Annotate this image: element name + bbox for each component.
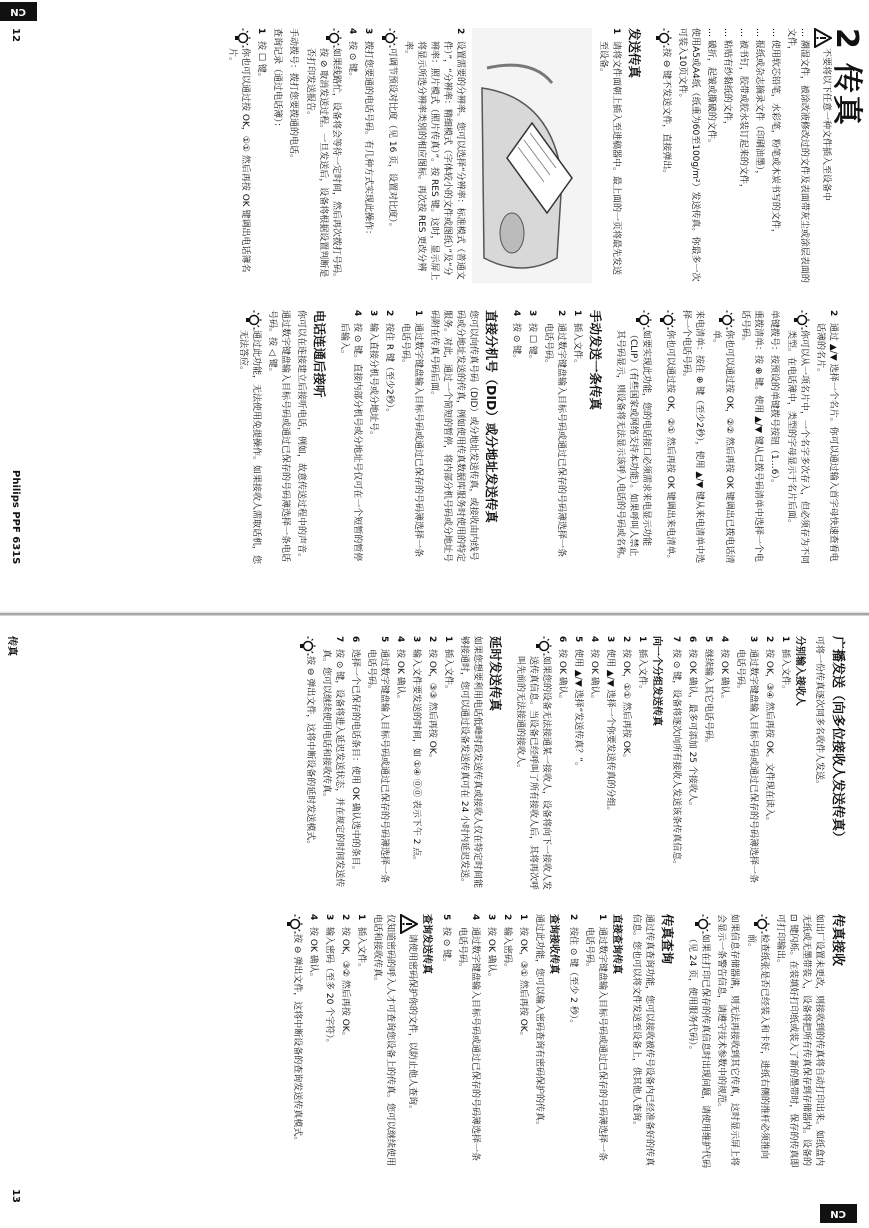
did-heading: 直接分机号（DID）或分地址发送传真 — [484, 310, 499, 523]
poll-receive-text: 通过此功能，您可以输入密码查询有密码保护的传真。 — [534, 914, 544, 1131]
step: 4 按 ⊙ 键。 — [347, 28, 357, 82]
tip-note: 如要实现此功能，您的电话接口必须需求来电显示功能（CLIP）（有些国家或网络支持本功能）。如果呼叫人禁止其号码显示，则设备将无法显示该呼入电话的号码或名称。 — [613, 310, 652, 565]
lightbulb-icon — [632, 310, 652, 330]
did-text: 您可以向传真号码（DID）或分地址发送传真，或接收由内线号码或分地址发送的传真，例如使用传真数据库服务时使用的特定服务。对此，通过一个简短的暂停，将内部分机号码或分地址号码附在传真号码后面。 — [429, 310, 478, 563]
step: 5 继续输入其它电话号码。 — [703, 636, 713, 749]
page-13 — [0, 614, 869, 1228]
fax-illustration-image — [472, 28, 592, 283]
group-send-heading: 向一个分组发送传真 — [651, 636, 662, 726]
step: 2 按 OK，③③ 然后再按 OK。 — [427, 636, 437, 763]
fax-feed-illustration — [472, 28, 592, 283]
step: 2 输入密码。 — [502, 914, 512, 973]
step: 1 请将文件面朝上插入至进稿器中。最上面的一页将最先发送至设备。 — [598, 28, 621, 276]
step: 1 通过数字键盘输入目标号码或通过已保存的号码簿选择一条电话号码。 — [400, 310, 423, 558]
step: 7 按 ⊙ 键，设备将逐次向所有接收人发送该条传真信息。 — [671, 636, 681, 870]
product-name: Philips PPF 631S — [10, 470, 21, 565]
tip-note: 通过此功能，无法使用免提操作。如果接收人需取话机，您无法答应。 — [236, 310, 262, 565]
lightbulb-icon — [296, 636, 316, 656]
receive-text: 如出厂设置未更改，则接收到的传真将自动打印出来。如纸盒内无纸或无墨带装入，设备将把所有传真保存到存储器内。设备的 ⊡ 键闪烁。在装填好打印纸或装入了新的墨带时，保存的传真即可打印输出。 — [775, 914, 824, 1168]
step: 2 按住 R 键（至少2秒）。 — [384, 310, 394, 418]
tip-note: 按 ⊖ 弹出文件，这将中断设备的延时发送模式。 — [296, 636, 316, 891]
tip-note: 如果在打印已保存的传真信息时出现问题，请使用维护代码（见 24 页，使用服务代码）。 — [685, 914, 711, 1169]
list-item: … 被书钉，胶带或胶水装订起来的文件， — [738, 28, 748, 193]
step: 6 按 OK 确认。 — [557, 636, 567, 704]
step: 1 插入文件。 — [637, 636, 647, 695]
receive-heading: 传真接收 — [830, 914, 845, 967]
redial-text: 重拨清单：按 ⊕ 键。使用 ▲/▼ 键从已拨号码清单中选择一个电话号码。 — [740, 310, 763, 562]
step: 3 输入密码（至多 20 个字符）。 — [324, 914, 334, 1048]
caller-list-text: 来电清单：按住 ⊕ 键（至少2秒），使用 ▲/▼ 键从来电清单中选择一个电话号码。 — [681, 310, 704, 564]
step: 2 通过 ▲/▼ 选择一个名片。你可以通过输入首字母快速查看电话簿的名片。 — [815, 310, 838, 562]
step: 2 通过数字键盘输入目标号码或通过已保存的号码簿选择一条电话号码。 — [543, 310, 566, 558]
chapter-heading — [829, 28, 864, 283]
step: 3 使用 ▲/▼ 选择一个你要发送传真的分组。 — [605, 636, 615, 816]
direct-poll-heading: 直接查询传真 — [611, 914, 622, 974]
step: 3 按 ☐ 键。 — [527, 310, 537, 364]
chapter-number: 2 — [829, 28, 864, 49]
step: 1 按 ☐ 键。 — [256, 28, 266, 82]
lightbulb-icon — [322, 28, 342, 48]
lightbulb-icon — [231, 28, 251, 48]
lightbulb-icon — [715, 310, 735, 330]
lightbulb-icon — [790, 310, 810, 330]
phonebook-text: 查询记录（通过电话簿）： — [272, 28, 282, 132]
delay-send-heading: 延时发送传真 — [488, 636, 503, 712]
step: 1 插入文件。 — [443, 636, 453, 695]
tip-note: 你可以从一项名片中，一个名字多次存入，但必须存为不同类型。在电话簿中，类型的字母显示于名片后面。 — [784, 310, 810, 565]
step: 6 选择一个已保存的电话条目：使用 OK 确认选中的条目。 — [350, 636, 360, 875]
warning-note: 请使用密码保护你的文件，以防止他人查询。 — [400, 914, 418, 1169]
step: 5 通过数字键盘输入目标号码或通过已保存的号码簿选择一条电话号码。 — [366, 636, 389, 884]
step: 1 通过数字键盘输入目标号码或通过已保存的号码簿选择一条电话号码。 — [584, 914, 607, 1162]
step: 2 按住 ⊙ 键（至少 2 秒）。 — [568, 914, 578, 1029]
language-tab-left: CN — [0, 2, 37, 21]
lightbulb-icon — [378, 28, 398, 48]
step: 3 通过数字键盘输入目标号码或通过已保存的号码簿选择一条电话号码。 — [735, 636, 758, 884]
memory-text: 如果信息存储器满，则无法再接收到其它传真，这时显示屏上将会显示一条警告信息，请遵守技术参数中的规范。 — [716, 914, 739, 1167]
step: 1 按 OK，③① 然后再按 OK。 — [518, 914, 528, 1041]
step: 4 按 OK 确认。 — [395, 636, 405, 704]
list-item: … 潮湿文件，被涂改液修改过的文件及表面带灰尘或涂层表面的文件， — [786, 28, 809, 283]
step: 5 按 ⊙ 键。 — [441, 914, 451, 968]
step: 3 拨打您要通的电话号码。有几种方式实现此操作： — [363, 28, 373, 240]
poll-send-heading: 查询发送传真 — [421, 914, 432, 974]
polling-heading: 传真查询 — [660, 914, 675, 965]
step: 2 设置需要的分辨率。您可以选择“分辨率：标准模式（普通文件）”，“分辨率：精细模式（字体较小的文件或图纸）”及“分辨率：照片模式（照片传真）”。按 RES 键。这时，显示屏上将显示所选分辨率类别的相应图标。再次按 RES 更改分辨率。 — [403, 28, 465, 281]
listen-text: 你可以在连接建立后接听电话，例如，故意传送过程中的声音。 — [296, 310, 306, 563]
language-tab-right: CN — [820, 1204, 857, 1223]
polling-text: 通过传真查询功能，您可以接收被传号设备内已经准备好的传真信息。您也可以将文件发送至设备上，供其他人查询。 — [631, 914, 654, 1167]
tip-note: 检查纸张是否已经装入和卡好，进纸右侧的推杆必须推向前。 — [744, 914, 770, 1169]
enter-recipients-heading: 分别输入接收人 — [794, 636, 805, 706]
broadcast-heading: 广播发送（向多位接收人发送传真） — [830, 636, 845, 845]
lightbulb-icon — [656, 310, 676, 330]
manual-dial-text: 手动拨号：拨打您要拨通的电话。 — [288, 28, 298, 164]
warning-triangle-icon — [814, 28, 832, 48]
step: 1 插入文件。 — [780, 636, 790, 695]
tip-note: 你也可以通过按 OK，①① 然后再按 OK 键调出电话簿名片。 — [225, 28, 251, 283]
paper-note: 使用A5或A4纸（纸重为60至100g/m²）发送传真。你最多一次可装入10页文件。 — [677, 28, 700, 282]
lightbulb-icon — [652, 28, 672, 48]
step: 4 通过数字键盘输入目标号码或通过已保存的号码簿选择一条电话号码。 — [457, 914, 480, 1162]
send-fax-heading: 发送传真 — [627, 28, 642, 79]
tip-note: 如果您的设备无法接通某一接收人，设备将向下一接收人发送传真信息。当设备已经呼叫了所有接收人后，其将再次呼叫先前的无法接通的接收人。 — [513, 636, 552, 891]
step: 2 按 OK，③② 然后再按 OK。 — [340, 914, 350, 1041]
listen-heading: 电话连通后接听 — [312, 310, 327, 398]
step: 1 插入文件。 — [572, 310, 582, 369]
listen-step: 通过数字键盘输入目标号码或通过已保存的号码簿选择一条电话号码。按 ◁ 键。 — [267, 310, 290, 563]
step: 4 按 OK 确认。 — [308, 914, 318, 982]
lightbulb-icon — [691, 914, 711, 934]
delay-text: 如果您想要利用电话低峰时段发送传真或接收人仅在特定时间能够接通时，您可以通过设备发送传真可在 24 小时内延迟发送。 — [459, 636, 482, 889]
warning-triangle-icon — [400, 914, 418, 934]
column-3 — [292, 636, 855, 891]
list-item: … 报纸或杂志摘录文件（印刷油墨）， — [754, 28, 764, 180]
step: 3 输入直接分机号或分地址号。 — [368, 310, 378, 441]
tip-note: 如果线路忙，设备将会等待一定时间，然后再次拨打号码。按 ⊘ 取消发送过程。一旦发送后，设备将根据设置判断是否打印发送报告。 — [303, 28, 342, 283]
column-1 — [221, 28, 864, 283]
lightbulb-icon — [532, 636, 552, 656]
step: 2 按 OK，③④ 然后再按 OK。文件现在读入。 — [764, 636, 774, 826]
speed-dial-text: 单键拨号：按预设的单键拨号按钮（1…6）。 — [769, 310, 779, 488]
step: 7 按 ⊙ 键，设备将进入延迟发送状态，并在规定的时间发送传真。您可以继续使用电话和接收传真。 — [321, 636, 344, 888]
tip-note: 可调节预设对比度（见 16 页，设置对比度）。 — [378, 28, 398, 283]
lightbulb-icon — [283, 914, 303, 934]
step: 1 插入文件。 — [356, 914, 366, 973]
lightbulb-icon — [750, 914, 770, 934]
tip-note: 按 ⊖ 键不发送文件，直接弹出。 — [652, 28, 672, 283]
broadcast-intro: 可将一份传真逐次同多名收件人发送。 — [814, 636, 824, 790]
tip-note: 你也可以通过按 OK，②① 然后再按 OK 键调出来电清单。 — [656, 310, 676, 565]
step: 6 按 OK 确认，最多可添加 25 个接收人。 — [687, 636, 697, 811]
poll-send-text: 仅知道密码的呼入人才可查询您设备上的传真。您可以继续使用电话和接收传真。 — [372, 914, 395, 1167]
tip-note: 按 ⊖ 弹出文件，这将中断设备的查询发送传真模式。 — [283, 914, 303, 1169]
page-number-right: 13 — [10, 1189, 21, 1203]
manual-send-heading: 手动发送一条传真 — [588, 310, 603, 411]
step: 2 按 OK，①① 然后再按 OK。 — [621, 636, 631, 763]
poll-receive-heading: 查询接收传真 — [548, 914, 559, 974]
list-item: … 使用软芯铅笔，水彩笔，粉笔或木炭书写的文件， — [770, 28, 780, 238]
step: 4 按 ⊙ 键。 — [511, 310, 521, 364]
tip-note: 你也可以通过按 OK，②② 然后再按 OK 键调出已拨电话清单。 — [709, 310, 735, 565]
step: 4 按 OK 确认。 — [589, 636, 599, 704]
step: 5 使用 ▲/▼ 选择“发送传真？”。 — [573, 636, 583, 771]
step: 4 按 ⊙ 键。直接内部分机号或分地址号仅可在一个短暂的暂停后输入。 — [339, 310, 362, 562]
column-2 — [232, 310, 839, 565]
chapter-title: 传真 — [829, 62, 864, 127]
list-item: … 粘贴有纱黏纸的文件， — [722, 28, 732, 130]
column-4 — [279, 914, 855, 1169]
step: 4 按 OK 确认。 — [719, 636, 729, 704]
page-number-left: 12 — [10, 28, 21, 42]
section-footer: 传真 — [6, 636, 17, 656]
step: 3 输入文件要发送的时间，如 ①④ ⓪⓪ 表示下午 2 点。 — [411, 636, 421, 866]
step: 3 按 OK 确认。 — [486, 914, 496, 982]
warning-note — [814, 28, 832, 283]
lightbulb-icon — [242, 310, 262, 330]
warning-text: 不要将以下任意一种文件插入至设备中 — [821, 48, 831, 202]
list-item: … 破折，起皱或撕破的文件。 — [706, 28, 716, 148]
